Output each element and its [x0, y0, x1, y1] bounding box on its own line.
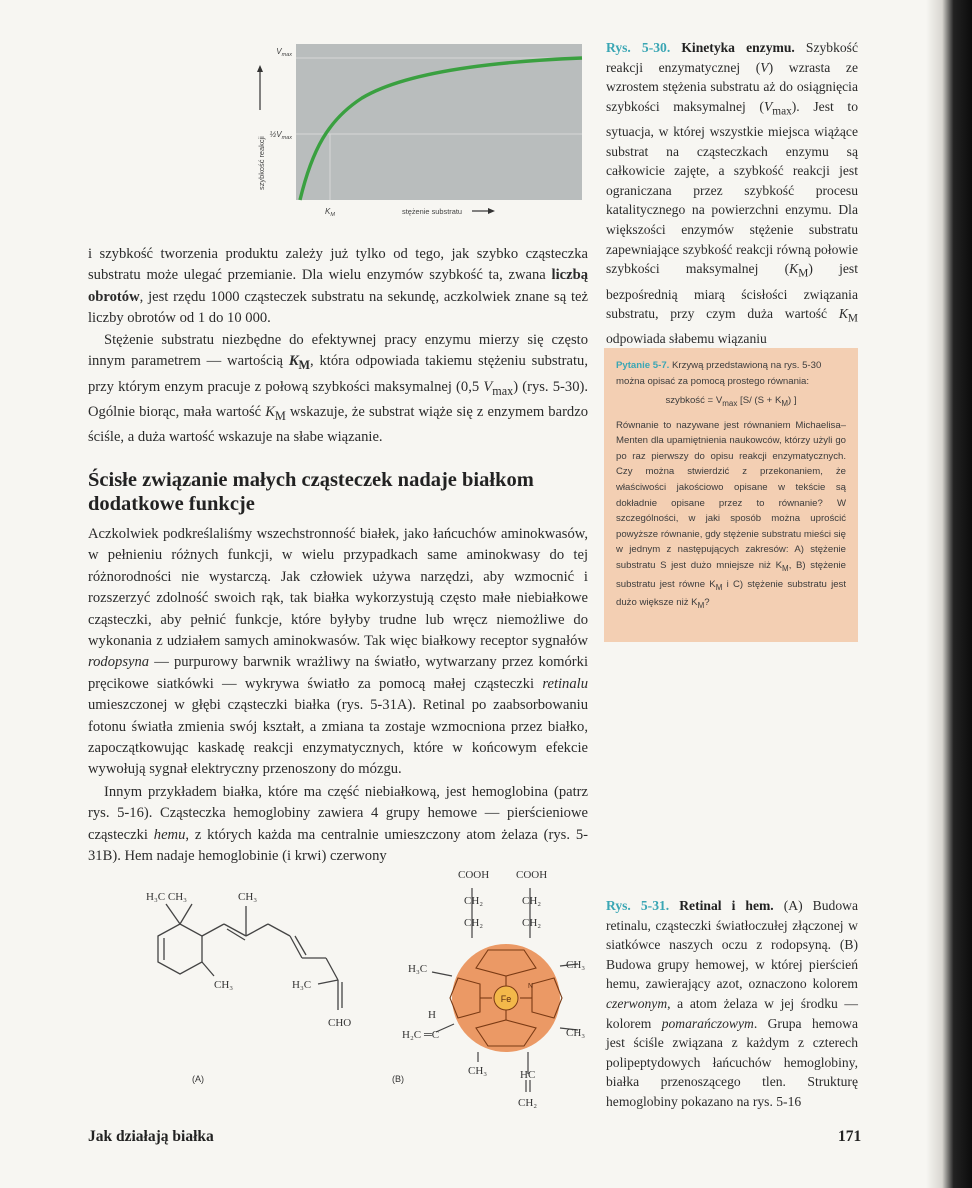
vmax-label: $V_{max}$	[276, 47, 292, 58]
label-fe: Fe	[500, 994, 512, 1004]
label-cooh-1: COOH	[458, 869, 490, 881]
y-axis-label: szybkość reakcji	[257, 136, 266, 190]
enzyme-kinetics-graph	[252, 40, 588, 222]
paragraph-hemoglobin: Innym przykładem białka, które ma część niebiałkową, jest hemoglobina (patrz rys. 5-16). Cząsteczka hemoglobiny zawiera 4 grupy hemowe — pierścieniowe cząsteczki hemu, z których każda ma centralnie umieszczony atom żelaza (rys. 5-31B). Hem nadaje hemoglobinie (i krwi) czerwony	[88, 784, 588, 865]
methyl-left	[432, 972, 452, 976]
question-box	[604, 348, 858, 642]
retinal-chain-3	[246, 924, 268, 936]
label-ch3-right: CH₃	[566, 959, 586, 971]
label-ch2-1: CH₂	[464, 895, 484, 907]
label-ch2-4: CH₂	[522, 917, 542, 929]
label-vinyl-c: ═C	[424, 1029, 440, 1041]
km-label: $K_M$	[325, 207, 335, 218]
retinal-chain-5	[290, 936, 302, 958]
running-footer-title: Jak działają białka	[88, 1128, 214, 1145]
label-n: N	[528, 983, 534, 990]
retinal-chain-4	[268, 924, 290, 936]
label-ch2-bottom: CH₂	[518, 1097, 538, 1109]
retinal-heme-figure	[96, 848, 596, 1118]
label-cooh-2: COOH	[516, 869, 548, 881]
label-ch3-top: CH₃	[238, 891, 258, 903]
caption-fig-5-30: Rys. 5-30. Kinetyka enzymu. Szybkość reakcji enzymatycznej (V) wzrasta ze wzrostem stężenia substratu aż do osiągnięcia szybkości maksymalnej $(V_{max})$. Jest to sytuacja, w której wszystkie miejsca wiążące substrat na cząsteczkach enzymu są całkowicie zajęte, a szybkość reakcji jest ograniczana przez szybkość procesu katalitycznego na powierzchni enzymu. Dla większości enzymów stężenie substratu zapewniające szybkość reakcji równą połowie szybkości maksymalnej $(K_M)$ jest bezpośrednią miarą ścisłości związania substratu, przy czym duża wartość $K_M$ odpowiada słabemu wiązaniu	[606, 40, 859, 347]
retinal-structure	[158, 904, 342, 1010]
paragraph-small-molecules: Aczkolwiek podkreślaliśmy wszechstronność białek, jako łańcuchów aminokwasów, w pełnieniu różnych funkcji, w wielu przypadkach same aminokwasy do tej różnorodności nie wystarczą. Jak człowiek używa narzędzi, aby wzmocnić i rozszerzyć zdolność swoich rąk, tak białka wykorzystują często małe niebiałkowe cząsteczki, aby pełnić funkcje, które byłyby trudne lub wręcz niemożliwe do wykonania z udziałem samych aminokwasów. Tak więc białkowy receptor sygnałów rodopsyna — purpurowy barwnik wrażliwy na światło, wytwarzany przez komórki pręcikowe siatkówki — wykrywa światło za pomocą małej cząsteczki retinalu umieszczonej w głębi cząsteczki białka (rys. 5-31A). Retinal po zaabsorbowaniu fotonu światła zmienia swój kształt, a zmiana ta zostaje wzmocniona przez białko, zapoczątkowując kaskadę reakcji enzymatycznych, które w końcowym efekcie wywołują sygnał elektryczny przenoszony do mózgu.	[88, 526, 588, 778]
retinal-methyl-4	[318, 980, 338, 984]
page-edge-shadow	[926, 0, 972, 1188]
section-heading: Ścisłe związanie małych cząsteczek nadaje białkom dodatkowe funkcje	[88, 469, 534, 515]
panel-b-label: (B)	[392, 1074, 404, 1084]
label-hc: HC	[520, 1069, 536, 1081]
retinal-methyl-1	[166, 904, 180, 924]
x-axis-arrowhead	[488, 208, 495, 214]
graph-plot-area	[296, 44, 582, 200]
page-number: 171	[838, 1128, 862, 1145]
label-ch2-2: CH₂	[522, 895, 542, 907]
caption-fig-5-31: Rys. 5-31. Retinal i hem. (A) Budowa retinalu, cząsteczki światłoczułej złączonej w siatkówce naszych oczu z rodopsyną. (B) Budowa grupy hemowej, w której pierścień hemu, zawierający azot, oznaczono kolorem czerwonym, a atom żelaza w jej środku — kolorem pomarańczowym. Grupa hemowa jest ściśle związana z każdym z czterech polipeptydowych łańcuchów hemoglobiny, białka przenoszącego tlen. Strukturę hemoglobiny pokazano na rys. 5-16	[606, 898, 859, 1109]
label-h3c-ch3: H₃C CH₃	[146, 891, 187, 903]
question-intro: Pytanie 5-7. Krzywą przedstawioną na rys. 5-30 można opisać za pomocą prostego równania:	[616, 360, 822, 387]
retinal-chain-7	[326, 958, 338, 980]
label-h3c-chain: H₃C	[292, 979, 312, 991]
retinal-chain-5b	[295, 936, 306, 955]
panel-a-label: (A)	[192, 1074, 204, 1084]
label-ch2-3: CH₂	[464, 917, 484, 929]
question-text: Równanie to nazywane jest równaniem Michaelisa–Menten dla upamiętnienia naukowców, którzy użyli go po raz pierwszy do opisu reakcji enzymatycznych. Czy można stwierdzić z przekonaniem, że właściwości jakościowo opisane w tekście są dokładnie opisane przez to równanie? W szczególności, w jaki sposób można uprościć powyższe równanie, gdy stężenie substratu mieści się w jednym z następujących zakresów: A) stężenie substratu S jest dużo mniejsze niż $K_M$, B) stężenie substratu jest równe $K_M$ i C) stężenie substratu jest dużo większe niż $K_M$?	[616, 419, 846, 610]
x-axis-label: stężenie substratu	[402, 207, 462, 216]
heme-structure	[392, 869, 585, 1109]
michaelis-menten-equation: szybkość = $V_{max}$ [S/ $(S + K_M)$ ]	[665, 395, 797, 409]
paragraph-km: Stężenie substratu niezbędne do efektywnej pracy enzymu mierzy się często innym parametrem — wartością $K_M$, która odpowiada takiemu stężeniu substratu, przy którym enzym pracuje z połową szybkości maksymalnej (0,5 $V_{max}$) (rys. 5-30). Ogólnie biorąc, mała wartość $K_M$ wskazuje, że substrat wiąże się z enzymem bardzo ściśle, a duża wartość wskazuje na słabe wiązanie.	[88, 332, 589, 446]
label-ch3-right-2: CH₃	[566, 1027, 586, 1039]
retinal-ring-methyl	[202, 962, 214, 976]
label-ch3-bottom: CH₃	[468, 1065, 488, 1077]
half-vmax-label: $\frac{1}{2}V_{max}$	[269, 130, 292, 141]
paragraph-turnover: i szybkość tworzenia produktu zależy już tylko od tego, jak szybko cząsteczka substratu może ulegać przemianie. Dla wielu enzymów szybkość ta, zwana liczbą obrotów, jest rzędu 1000 cząsteczek substratu na sekundę, aczkolwiek znane są też liczby obrotów od 1 do 10 000.	[88, 246, 588, 327]
label-h3c-left: H₃C	[408, 963, 428, 975]
label-h2c: H₂C	[402, 1029, 422, 1041]
retinal-chain-1	[202, 924, 224, 936]
label-cho: CHO	[328, 1017, 352, 1029]
y-axis-arrowhead	[257, 65, 263, 72]
retinal-methyl-2	[180, 904, 192, 924]
label-h: H	[428, 1009, 436, 1021]
label-ch3-ring: CH₃	[214, 979, 234, 991]
